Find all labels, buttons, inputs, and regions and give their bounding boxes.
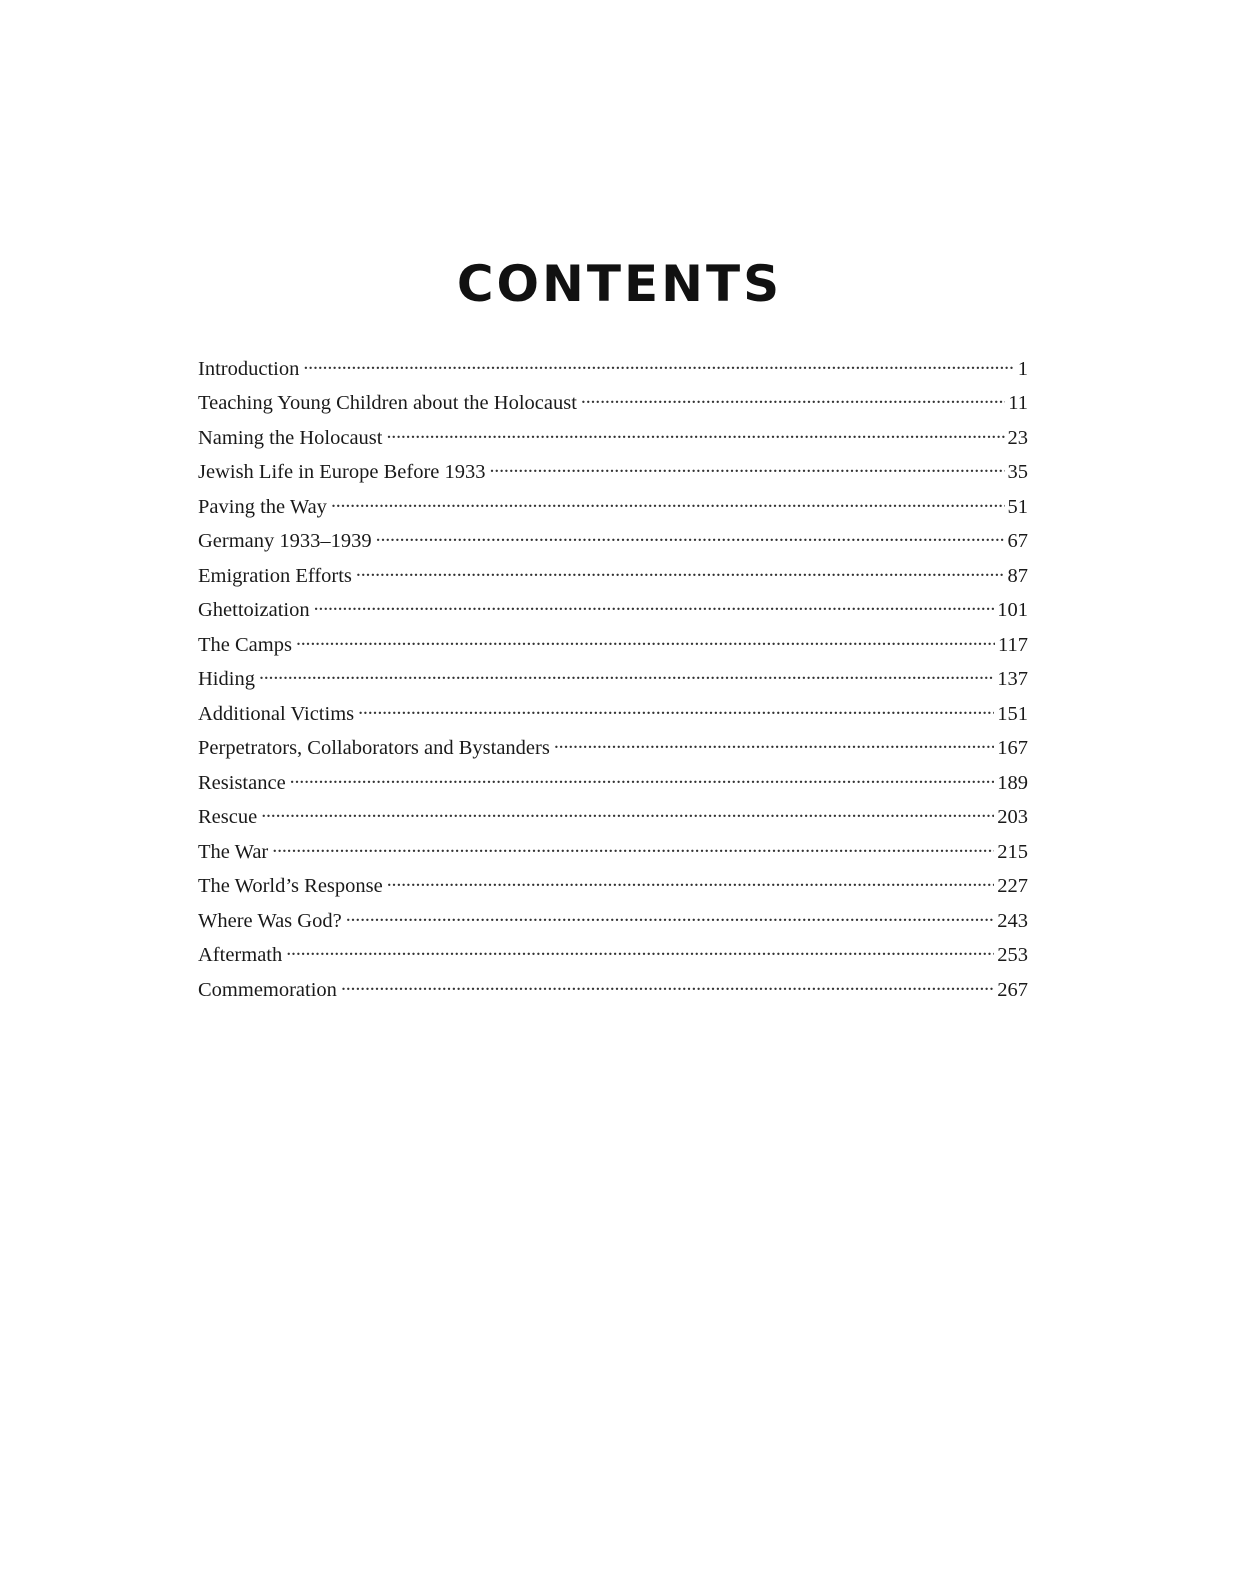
toc-entry-page: 11 <box>1008 392 1028 414</box>
toc-entry-label: Introduction <box>198 357 300 380</box>
toc-dot-leader <box>331 492 1005 513</box>
toc-entry <box>198 941 1028 976</box>
toc-entry-page: 117 <box>998 633 1028 656</box>
toc-entry <box>198 458 1028 493</box>
toc-dot-leader <box>259 665 994 686</box>
toc-entry-label: The Camps <box>198 633 292 656</box>
toc-entry <box>198 354 1028 389</box>
toc-entry <box>198 527 1028 562</box>
toc-dot-leader <box>346 906 995 927</box>
toc-entry-page: 51 <box>1007 495 1028 518</box>
toc-entry <box>198 699 1028 734</box>
toc-entry-page: 23 <box>1007 426 1028 449</box>
toc-entry <box>198 423 1028 458</box>
toc-entry-label: Ghettoization <box>198 599 310 621</box>
toc-entry-label: Paving the Way <box>198 495 327 518</box>
toc-dot-leader <box>290 768 995 789</box>
toc-entry-page: 215 <box>997 840 1028 863</box>
toc-entry <box>198 837 1028 872</box>
toc-dot-leader <box>341 975 994 996</box>
toc-dot-leader <box>490 458 1005 479</box>
toc-dot-leader <box>296 630 995 651</box>
toc-entry-label: The World’s Response <box>198 875 383 897</box>
toc-entry-label: Naming the Holocaust <box>198 426 383 449</box>
toc-entry-page: 243 <box>997 909 1028 932</box>
toc-dot-leader <box>303 354 1014 375</box>
toc-entry-label: Resistance <box>198 771 286 794</box>
page-title: CONTENTS <box>456 255 783 313</box>
toc-entry-page: 101 <box>997 599 1028 621</box>
toc-entry-label: Rescue <box>198 806 258 828</box>
toc-dot-leader <box>581 389 1005 410</box>
toc-entry-label: Emigration Efforts <box>198 564 352 587</box>
table-of-contents <box>198 354 1028 1010</box>
toc-entry-page: 227 <box>997 875 1028 897</box>
toc-entry-label: Aftermath <box>198 944 283 966</box>
toc-entry-page: 67 <box>1007 530 1028 552</box>
toc-entry-page: 137 <box>997 668 1028 690</box>
toc-entry <box>198 630 1028 665</box>
toc-dot-leader <box>356 561 1005 582</box>
toc-entry-label: Hiding <box>198 668 255 690</box>
toc-entry <box>198 665 1028 700</box>
toc-dot-leader <box>358 699 994 720</box>
toc-entry-label: Teaching Young Children about the Holocaust <box>198 392 577 414</box>
toc-entry-page: 151 <box>997 702 1028 725</box>
toc-entry-label: Jewish Life in Europe Before 1933 <box>198 461 486 483</box>
toc-entry-label: Germany 1933–1939 <box>198 530 372 552</box>
toc-entry <box>198 596 1028 631</box>
toc-entry-page: 203 <box>997 806 1028 828</box>
toc-entry-page: 1 <box>1017 357 1028 380</box>
toc-entry-page: 87 <box>1007 564 1028 587</box>
toc-entry <box>198 975 1028 1010</box>
toc-entry-page: 167 <box>997 737 1028 759</box>
toc-entry <box>198 492 1028 527</box>
toc-entry-label: Where Was God? <box>198 909 342 932</box>
toc-entry <box>198 906 1028 941</box>
toc-entry <box>198 389 1028 424</box>
toc-entry-page: 35 <box>1007 461 1028 483</box>
toc-entry <box>198 561 1028 596</box>
toc-dot-leader <box>386 423 1004 444</box>
toc-entry-label: Additional Victims <box>198 702 355 725</box>
toc-entry <box>198 768 1028 803</box>
toc-entry-page: 189 <box>997 771 1028 794</box>
toc-entry-page: 253 <box>997 944 1028 966</box>
toc-dot-leader <box>387 872 995 893</box>
toc-entry-label: The War <box>198 840 269 863</box>
toc-dot-leader <box>376 527 1005 548</box>
toc-entry-page: 267 <box>997 978 1028 1001</box>
toc-dot-leader <box>272 837 994 858</box>
toc-dot-leader <box>314 596 995 617</box>
toc-dot-leader <box>261 803 994 824</box>
toc-entry-label: Commemoration <box>198 978 337 1001</box>
toc-dot-leader <box>554 734 994 755</box>
toc-dot-leader <box>286 941 994 962</box>
toc-entry <box>198 803 1028 838</box>
toc-entry-label: Perpetrators, Collaborators and Bystanders <box>198 737 550 759</box>
toc-entry <box>198 872 1028 907</box>
toc-entry <box>198 734 1028 769</box>
